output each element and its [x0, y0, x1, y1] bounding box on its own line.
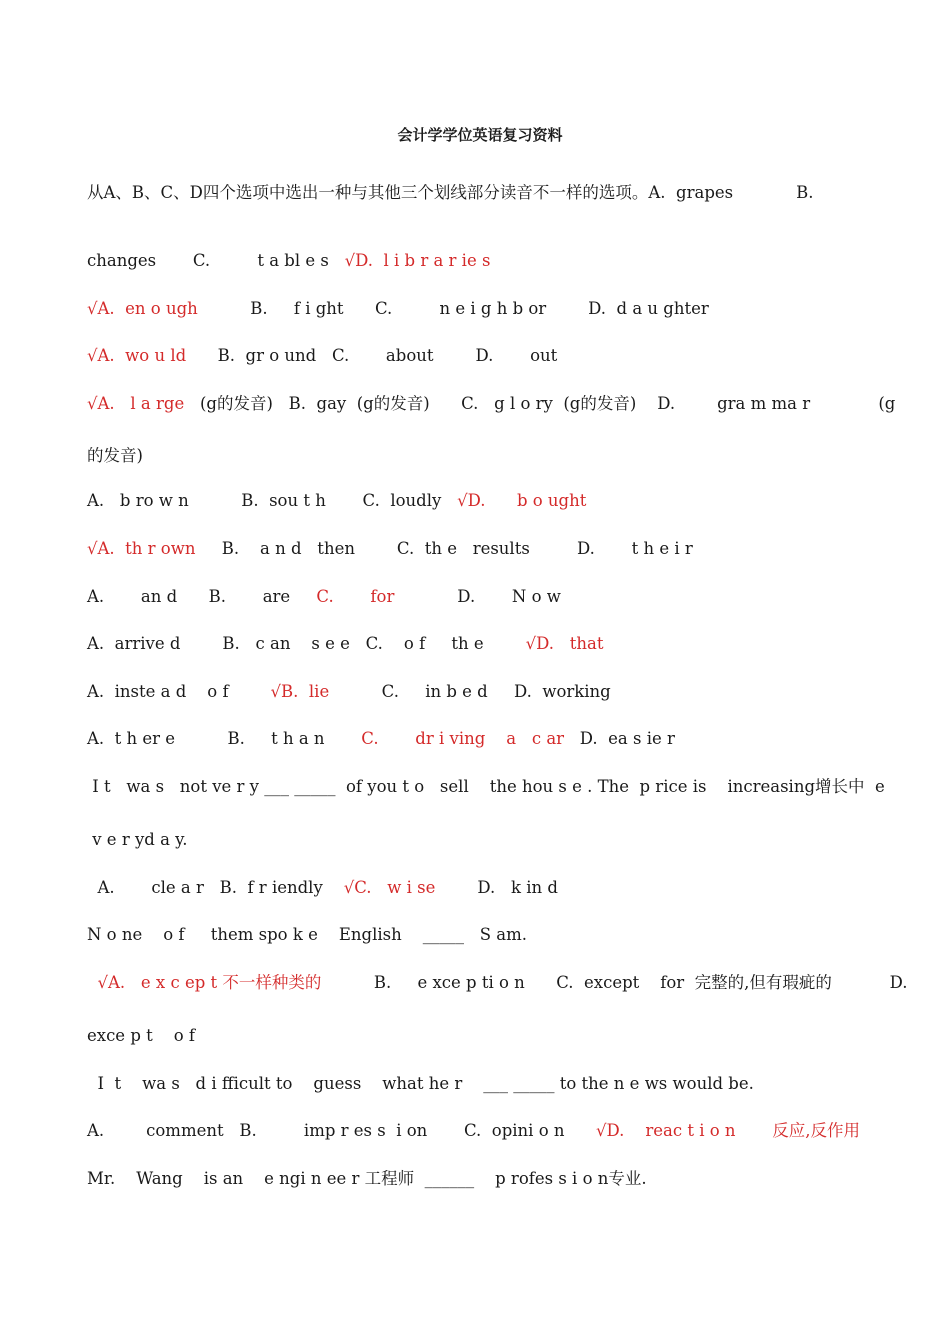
answer-text: √A. e x c ep t 不一样种类的	[87, 973, 322, 992]
question-text: 的发音)	[87, 446, 143, 465]
text-line	[87, 180, 880, 206]
question-text: C. in b e d D. working	[329, 682, 611, 701]
text-line	[87, 631, 880, 657]
question-text: 从A、B、C、D四个选项中选出一种与其他三个划线部分读音不一样的选项。A. grapes B.	[87, 183, 814, 202]
text-line	[87, 922, 880, 948]
question-text: D. N o w	[394, 587, 561, 606]
text-line	[87, 726, 880, 752]
text-line	[87, 1166, 880, 1192]
question-text: B. e xce p ti o n C. except for 完整的,但有瑕疵的 D.	[321, 973, 908, 992]
question-text: Mr. Wang is an e ngi n ee r 工程师 ______ p rofes s i o n专业.	[87, 1169, 647, 1188]
question-text: A. cle a r B. f r iendly	[87, 878, 344, 897]
answer-text: √D. l i b r a r ie s	[344, 251, 491, 270]
question-text: (g的发音) B. gay (g的发音) C. g l o ry (g的发音) D. gra m ma r (g	[184, 394, 896, 413]
text-line	[87, 1118, 880, 1144]
question-text: B. f i ght C. n e i g h b or D. d a u ghter	[197, 299, 709, 318]
question-text: N o ne o f them spo k e English _____ S am.	[87, 925, 527, 944]
question-text: A. b ro w n B. sou t h C. loudly	[87, 491, 458, 510]
question-text: B. gr o und C. about D. out	[186, 346, 558, 365]
answer-text: √C. w i se	[343, 878, 436, 897]
question-text: D. k in d	[435, 878, 558, 897]
text-line	[87, 584, 880, 610]
answer-text: C. dr i ving a c ar	[361, 729, 565, 748]
question-text: A. arrive d B. c an s e e C. o f th e	[87, 634, 526, 653]
text-line	[87, 296, 880, 322]
question-text: A. t h er e B. t h a n	[87, 729, 362, 748]
text-line	[87, 391, 896, 417]
text-line	[87, 774, 885, 800]
question-text: A. inste a d o f	[87, 682, 271, 701]
text-line	[87, 248, 880, 274]
answer-text: √D. that	[525, 634, 604, 653]
text-line	[87, 343, 880, 369]
text-line	[87, 970, 908, 996]
text-line	[87, 443, 880, 469]
text-line	[87, 1071, 880, 1097]
question-text: I t wa s not ve r y ___ _____ of you t o sell the hou s e . The p rice is increasing增长中 e	[87, 777, 885, 796]
answer-text: C. for	[316, 587, 395, 606]
question-text: exce p t o f	[87, 1026, 196, 1045]
document-title: 会计学学位英语复习资料	[397, 126, 563, 144]
answer-text: √A. wo u ld	[87, 346, 187, 365]
answer-text: √A. l a rge	[87, 394, 185, 413]
question-text: v e r yd a y.	[87, 830, 188, 849]
answer-text: √A. th r own	[87, 539, 196, 558]
question-text: B. a n d then C. th e results D. t h e i r	[195, 539, 693, 558]
text-line	[87, 679, 880, 705]
question-text: A. comment B. imp r es s i on C. opini o n	[87, 1121, 596, 1140]
answer-text: √D. b o ught	[457, 491, 587, 510]
question-text: A. an d B. are	[87, 587, 317, 606]
text-line	[87, 1023, 880, 1049]
text-line	[87, 875, 880, 901]
text-line	[87, 488, 880, 514]
answer-text: √D. reac t i o n 反应,反作用	[595, 1121, 861, 1140]
answer-text: √B. lie	[270, 682, 330, 701]
question-text: D. ea s ie r	[564, 729, 675, 748]
question-text: changes C. t a bl e s	[87, 251, 345, 270]
text-line	[87, 536, 880, 562]
question-text: I t wa s d i fficult to guess what he r ___ _____ to the n e ws would be.	[87, 1074, 754, 1093]
answer-text: √A. en o ugh	[87, 299, 198, 318]
text-line	[87, 827, 880, 853]
